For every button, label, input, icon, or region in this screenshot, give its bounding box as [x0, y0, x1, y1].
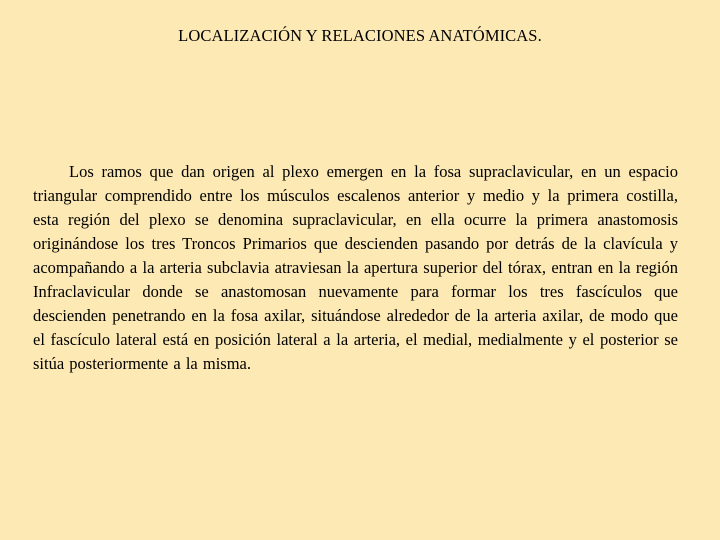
- slide-body-paragraph: Los ramos que dan origen al plexo emergen en la fosa supraclavicular, en un espacio triangular comprendido entre los músculos escalenos anterior y medio y la primera costilla, esta región del plexo se denomina supraclavicular, en ella ocurre la primera anastomosis originándose los tres Troncos Primarios que descienden pasando por detrás de la clavícula y acompañando a la arteria subclavia atraviesan la apertura superior del tórax, entran en la región Infraclavicular donde se anastomosan nuevamente para formar los tres fascículos que descienden penetrando en la fosa axilar, situándose alrededor de la arteria axilar, de modo que el fascículo lateral está en posición lateral a la arteria, el medial, medialmente y el posterior se sitúa posteriormente a la misma.: [33, 162, 678, 373]
- slide-title: LOCALIZACIÓN Y RELACIONES ANATÓMICAS.: [178, 26, 542, 45]
